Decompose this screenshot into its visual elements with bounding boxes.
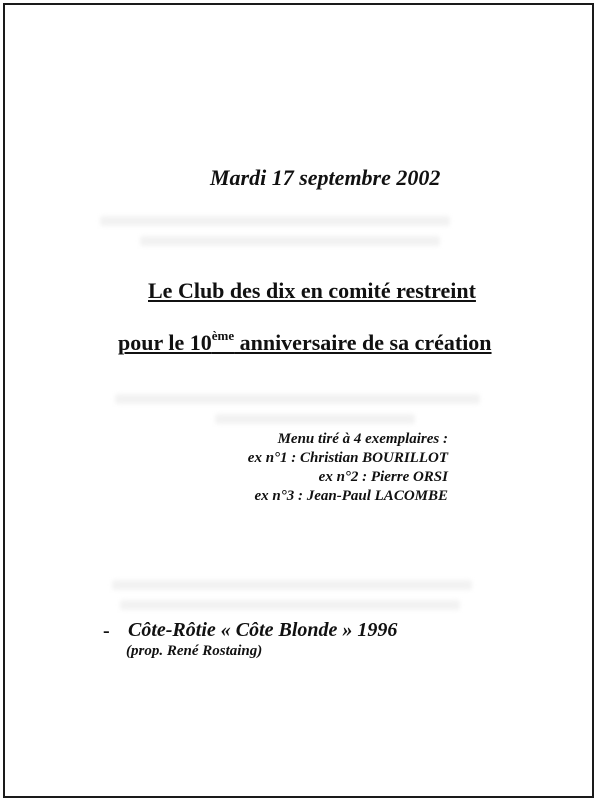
show-through-line [100,216,450,226]
title-line-2-start: pour le 10 [118,330,212,355]
show-through-line [115,394,480,404]
wine-name: Côte-Rôtie « Côte Blonde » 1996 [128,619,398,641]
show-through-line [215,414,415,424]
copy-line: ex n°2 : Pierre ORSI [318,469,448,485]
show-through-line [140,236,440,246]
title-line-2 [118,330,492,356]
title-line-1: Le Club des dix en comité restreint [148,278,476,303]
show-through-line [112,580,472,590]
list-dash: - [103,620,110,642]
copy-line: ex n°3 : Jean-Paul LACOMBE [254,488,448,504]
menu-copies-block [200,430,448,506]
menu-date: Mardi 17 septembre 2002 [210,165,441,190]
ordinal-suffix: ème [211,328,235,343]
menu-intro: Menu tiré à 4 exemplaires : [277,431,448,447]
show-through-line [120,600,460,610]
title-line-2-end: anniversaire de sa création [234,330,492,355]
copy-line: ex n°1 : Christian BOURILLOT [247,450,448,466]
wine-producer: (prop. René Rostaing) [126,643,263,659]
